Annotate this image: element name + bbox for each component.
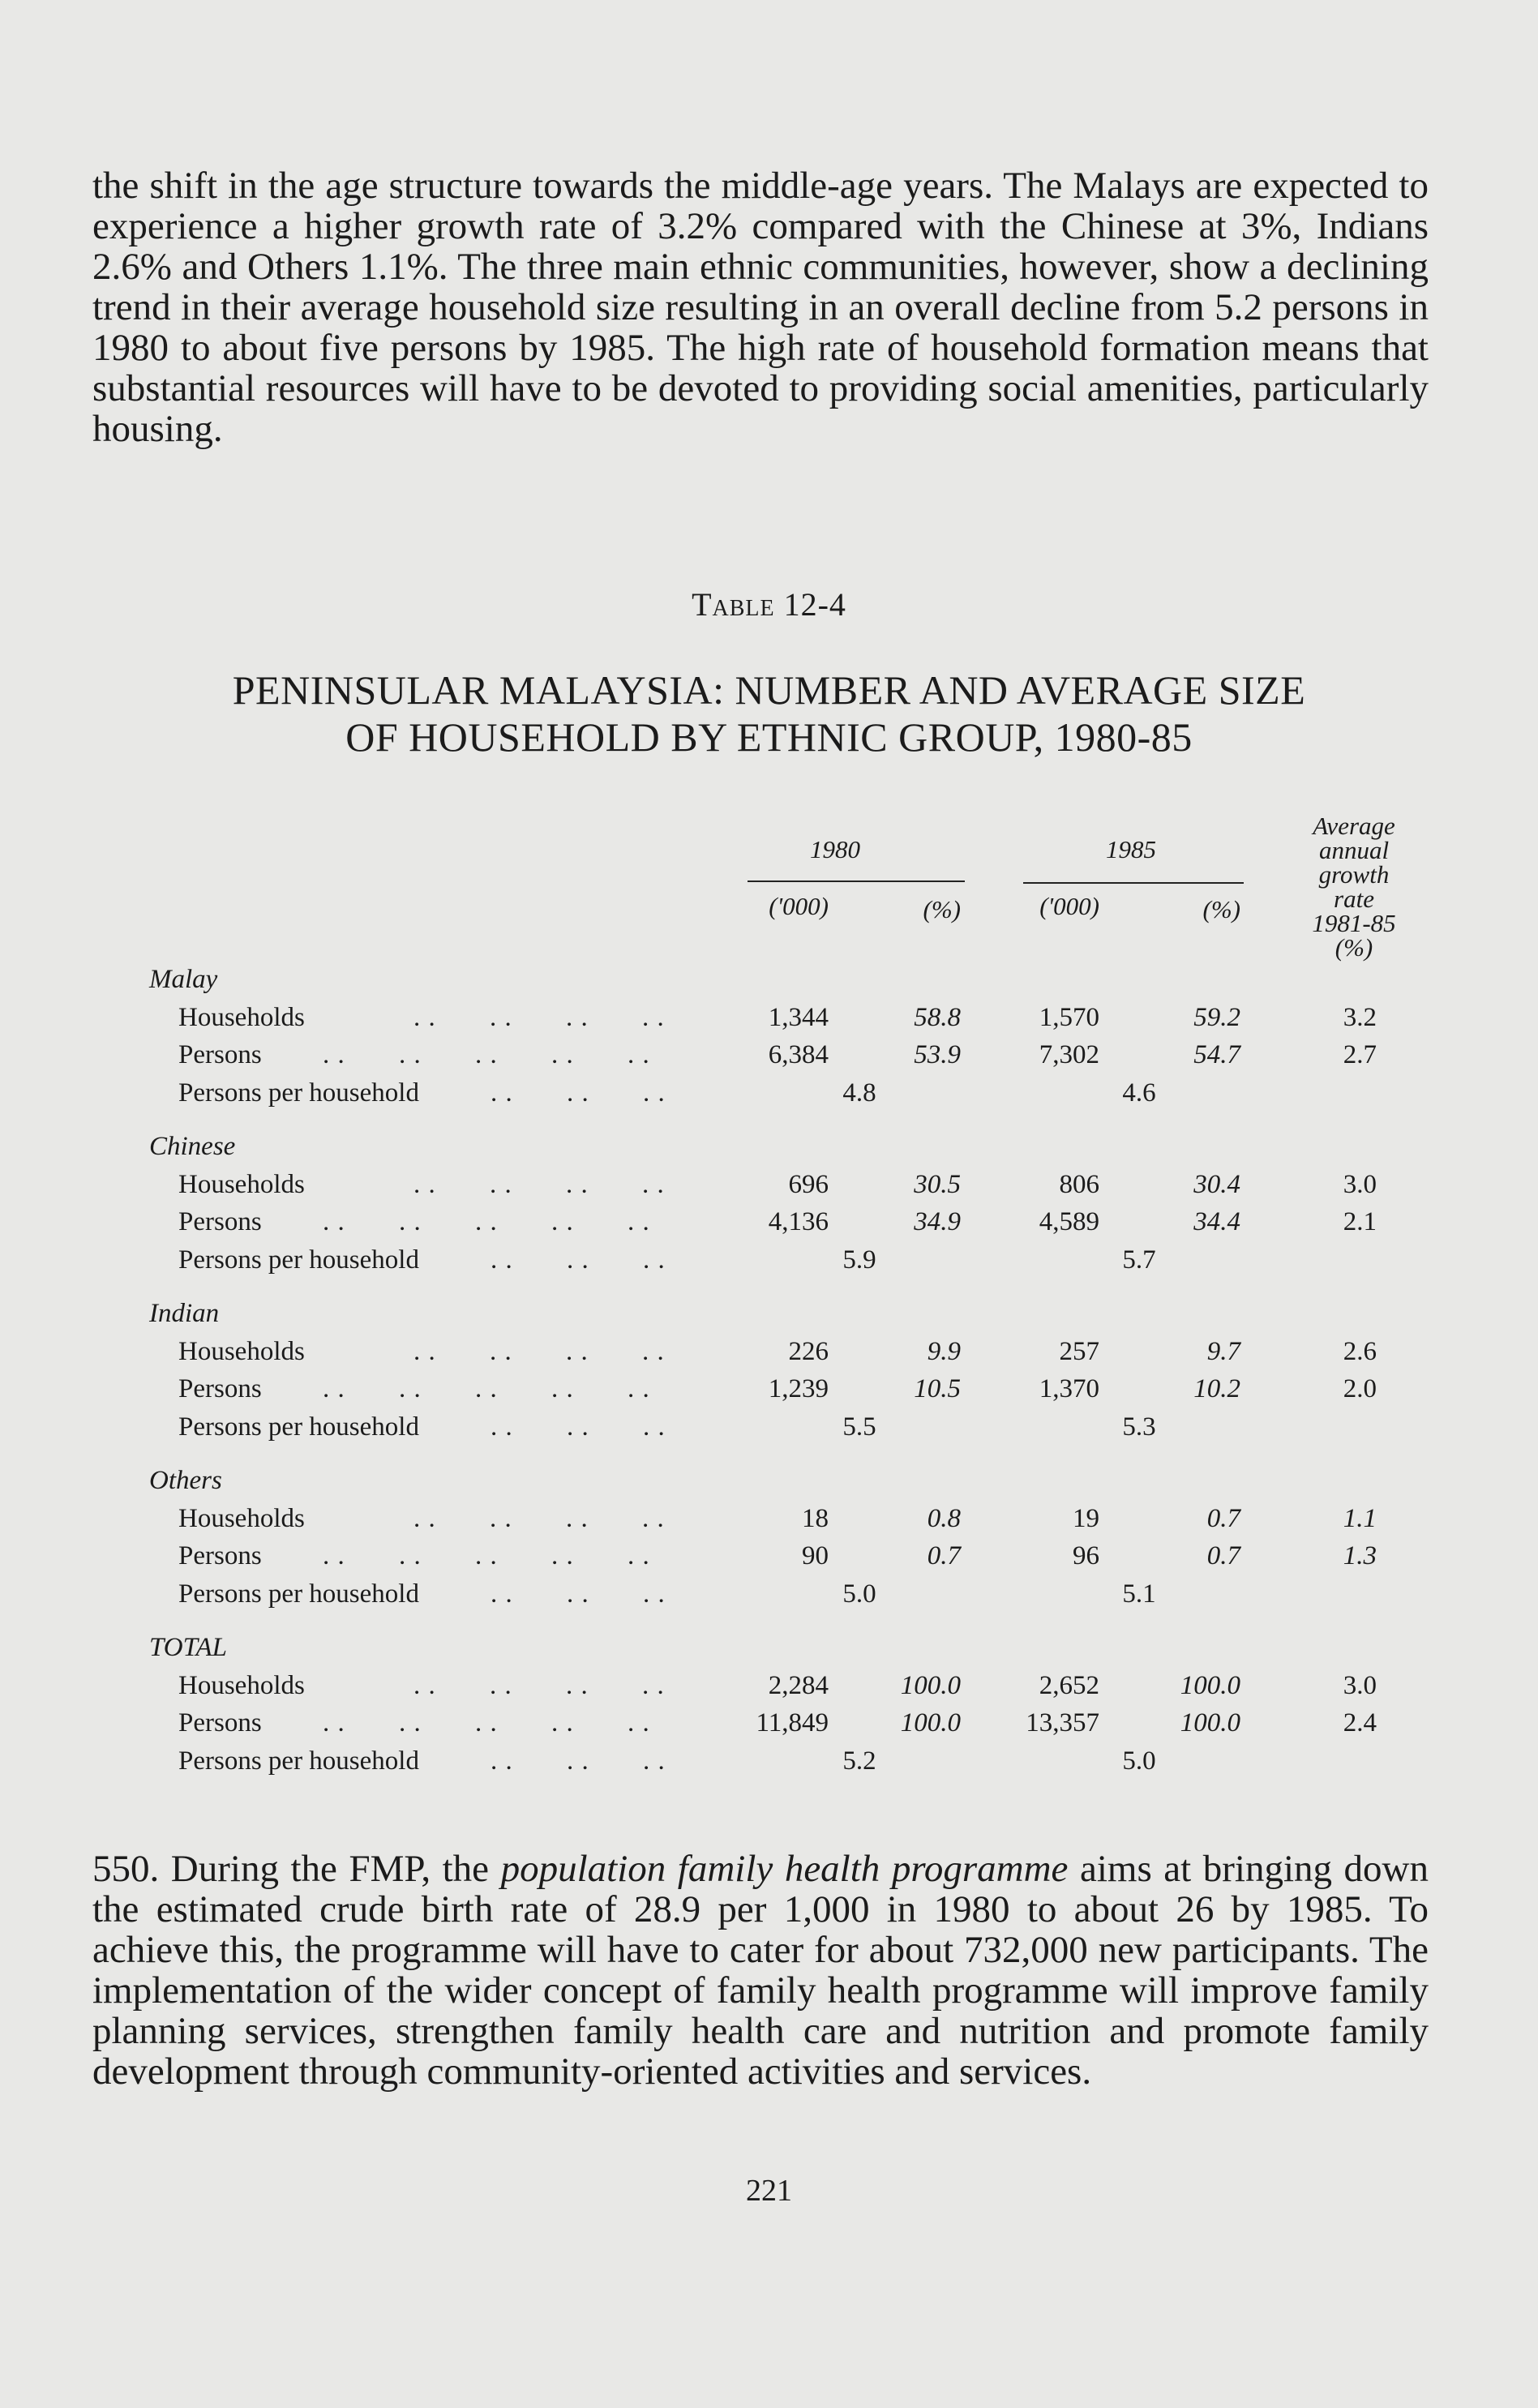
value-1980-thousand: 6,384 bbox=[768, 1040, 829, 1069]
leader-dots: . . bbox=[490, 1169, 512, 1199]
growth-rate: 2.4 bbox=[1343, 1708, 1377, 1737]
value-1980-thousand: 696 bbox=[788, 1169, 829, 1199]
percent-1985: 9.7 bbox=[1206, 1336, 1240, 1366]
paragraph-number: 550. bbox=[92, 1848, 160, 1890]
leader-dots: . . bbox=[551, 1040, 574, 1069]
row-label: Households bbox=[178, 1169, 305, 1199]
persons-per-household-1980: 5.2 bbox=[842, 1746, 876, 1776]
value-1980-thousand: 18 bbox=[802, 1503, 829, 1533]
leader-dots: . . bbox=[643, 1412, 666, 1442]
leader-dots: . . bbox=[413, 1670, 436, 1700]
growth-rate: 3.0 bbox=[1343, 1169, 1377, 1199]
row-label-persons-per-household: Persons per household bbox=[178, 1412, 419, 1442]
page-number: 221 bbox=[746, 2174, 792, 2208]
percent-1985: 10.2 bbox=[1193, 1374, 1240, 1403]
header-percent-1980: (%) bbox=[923, 895, 961, 923]
leader-dots: . . bbox=[551, 1541, 574, 1570]
value-1980-thousand: 90 bbox=[802, 1541, 829, 1570]
leader-dots: . . bbox=[642, 1002, 665, 1032]
paragraph-text: the shift in the age structure towards the middle-age years. The Malays are expected to experience a higher growth rate of 3.2% compared with the Chinese at 3%, Indians 2.6% and Others 1.1%. The three main ethnic communities, however, show a declining trend in their average household size resulting in an overall decline from 5.2 persons in 1980 to about five persons by 1985. The high rate of household formation means that substantial resources will have to be devoted to providing social amenities, particularly housing. bbox=[92, 165, 1429, 450]
leader-dots: . . bbox=[399, 1374, 422, 1403]
growth-rate: 2.7 bbox=[1343, 1040, 1377, 1069]
leader-dots: . . bbox=[491, 1746, 513, 1776]
leader-dots: . . bbox=[643, 1579, 666, 1609]
row-label-persons-per-household: Persons per household bbox=[178, 1245, 419, 1275]
percent-1980: 34.9 bbox=[914, 1207, 961, 1236]
growth-line: growth bbox=[1318, 860, 1390, 889]
leader-dots: . . bbox=[642, 1670, 665, 1700]
row-label: Households bbox=[178, 1503, 305, 1533]
table-number-text: Table 12-4 bbox=[692, 586, 846, 623]
persons-per-household-1980: 5.5 bbox=[842, 1412, 876, 1442]
leader-dots: . . bbox=[566, 1002, 589, 1032]
header-growth-rate bbox=[1273, 814, 1435, 960]
leader-dots: . . bbox=[567, 1746, 589, 1776]
leader-dots: . . bbox=[413, 1503, 436, 1533]
header-thousand-1985: ('000) bbox=[1039, 892, 1099, 920]
leader-dots: . . bbox=[475, 1207, 498, 1236]
leader-dots: . . bbox=[413, 1002, 436, 1032]
persons-per-household-1985: 5.0 bbox=[1122, 1746, 1156, 1776]
leader-dots: . . bbox=[491, 1078, 513, 1108]
header-percent-1985: (%) bbox=[1202, 895, 1240, 923]
leader-dots: . . bbox=[491, 1412, 513, 1442]
row-label: Households bbox=[178, 1002, 305, 1032]
growth-line: 1981-85 bbox=[1312, 909, 1396, 937]
percent-1980: 58.8 bbox=[914, 1002, 961, 1032]
percent-1985: 30.4 bbox=[1193, 1169, 1240, 1199]
header-year-1980: 1980 bbox=[810, 835, 860, 863]
growth-rate: 2.1 bbox=[1343, 1207, 1377, 1236]
growth-line: (%) bbox=[1335, 933, 1373, 962]
row-label: Households bbox=[178, 1670, 305, 1700]
row-label-persons-per-household: Persons per household bbox=[178, 1078, 419, 1108]
leader-dots: . . bbox=[399, 1541, 422, 1570]
percent-1985: 54.7 bbox=[1193, 1040, 1240, 1069]
value-1980-thousand: 2,284 bbox=[768, 1670, 829, 1700]
growth-line: annual bbox=[1318, 836, 1390, 864]
ethnic-group-label: Chinese bbox=[149, 1132, 236, 1161]
leader-dots: . . bbox=[551, 1374, 574, 1403]
leader-dots: . . bbox=[628, 1040, 650, 1069]
percent-1980: 0.7 bbox=[927, 1541, 961, 1570]
leader-dots: . . bbox=[399, 1207, 422, 1236]
intro-paragraph bbox=[92, 165, 1429, 449]
leader-dots: . . bbox=[567, 1412, 589, 1442]
row-label: Persons bbox=[178, 1708, 262, 1737]
leader-dots: . . bbox=[642, 1503, 665, 1533]
leader-dots: . . bbox=[490, 1002, 512, 1032]
ethnic-group-label: Others bbox=[149, 1466, 222, 1495]
percent-1985: 59.2 bbox=[1193, 1002, 1240, 1032]
leader-dots: . . bbox=[643, 1078, 666, 1108]
leader-dots: . . bbox=[551, 1708, 574, 1737]
percent-1980: 30.5 bbox=[914, 1169, 961, 1199]
leader-dots: . . bbox=[643, 1245, 666, 1275]
leader-dots: . . bbox=[567, 1078, 589, 1108]
leader-dots: . . bbox=[628, 1374, 650, 1403]
ethnic-group-label: Indian bbox=[149, 1299, 220, 1328]
leader-dots: . . bbox=[567, 1579, 589, 1609]
header-year-1985: 1985 bbox=[1106, 835, 1156, 863]
leader-dots: . . bbox=[490, 1503, 512, 1533]
leader-dots: . . bbox=[642, 1169, 665, 1199]
value-1985-thousand: 19 bbox=[1073, 1503, 1099, 1533]
leader-dots: . . bbox=[642, 1336, 665, 1366]
leader-dots: . . bbox=[551, 1207, 574, 1236]
value-1985-thousand: 13,357 bbox=[1026, 1708, 1099, 1737]
leader-dots: . . bbox=[323, 1541, 345, 1570]
leader-dots: . . bbox=[490, 1336, 512, 1366]
growth-rate: 1.3 bbox=[1343, 1541, 1377, 1570]
persons-per-household-1980: 4.8 bbox=[842, 1078, 876, 1108]
leader-dots: . . bbox=[566, 1503, 589, 1533]
growth-line: Average bbox=[1313, 812, 1395, 840]
row-label: Persons bbox=[178, 1207, 262, 1236]
header-thousand-1980: ('000) bbox=[769, 892, 829, 920]
leader-dots: . . bbox=[323, 1040, 345, 1069]
persons-per-household-1985: 5.7 bbox=[1122, 1245, 1156, 1275]
table-title-line-1: PENINSULAR MALAYSIA: NUMBER AND AVERAGE SIZE bbox=[232, 667, 1306, 713]
row-label: Persons bbox=[178, 1040, 262, 1069]
percent-1980: 100.0 bbox=[900, 1708, 961, 1737]
leader-dots: . . bbox=[413, 1169, 436, 1199]
percent-1980: 0.8 bbox=[927, 1503, 961, 1533]
leader-dots: . . bbox=[323, 1374, 345, 1403]
leader-dots: . . bbox=[399, 1708, 422, 1737]
growth-line: rate bbox=[1334, 885, 1374, 913]
percent-1980: 10.5 bbox=[914, 1374, 961, 1403]
value-1985-thousand: 806 bbox=[1059, 1169, 1099, 1199]
leader-dots: . . bbox=[566, 1336, 589, 1366]
paragraph-text-after: aims at bringing down the estimated crude birth rate of 28.9 per 1,000 in 1980 to about 26 by 1985. To achieve this, the programme will have to cater for about 732,000 new participants. The implementation of the wider concept of family health programme will improve family planning services, strengthen family health care and nutrition and promote family development through community-oriented activities and services. bbox=[92, 1848, 1429, 2093]
row-label: Households bbox=[178, 1336, 305, 1366]
percent-1980: 9.9 bbox=[927, 1336, 961, 1366]
leader-dots: . . bbox=[475, 1374, 498, 1403]
leader-dots: . . bbox=[566, 1670, 589, 1700]
programme-name: population family health programme bbox=[500, 1848, 1069, 1890]
percent-1980: 100.0 bbox=[900, 1670, 961, 1700]
persons-per-household-1980: 5.0 bbox=[842, 1579, 876, 1609]
paragraph-text-before: During the FMP, the bbox=[170, 1848, 490, 1890]
leader-dots: . . bbox=[475, 1541, 498, 1570]
value-1985-thousand: 4,589 bbox=[1039, 1207, 1099, 1236]
leader-dots: . . bbox=[475, 1708, 498, 1737]
leader-dots: . . bbox=[643, 1746, 666, 1776]
row-label: Persons bbox=[178, 1374, 262, 1403]
table-title-line-2: OF HOUSEHOLD BY ETHNIC GROUP, 1980-85 bbox=[345, 714, 1193, 760]
leader-dots: . . bbox=[566, 1169, 589, 1199]
leader-dots: . . bbox=[323, 1207, 345, 1236]
value-1985-thousand: 257 bbox=[1059, 1336, 1099, 1366]
value-1985-thousand: 2,652 bbox=[1039, 1670, 1099, 1700]
paragraph-550 bbox=[92, 1849, 1429, 2092]
percent-1985: 0.7 bbox=[1206, 1541, 1240, 1570]
row-label: Persons bbox=[178, 1541, 262, 1570]
ethnic-group-label: TOTAL bbox=[149, 1633, 228, 1662]
value-1980-thousand: 4,136 bbox=[768, 1207, 829, 1236]
percent-1980: 53.9 bbox=[914, 1040, 961, 1069]
value-1985-thousand: 1,370 bbox=[1039, 1374, 1099, 1403]
leader-dots: . . bbox=[628, 1207, 650, 1236]
header-rule-1985 bbox=[1023, 882, 1244, 884]
growth-rate: 3.2 bbox=[1343, 1002, 1377, 1032]
table-number bbox=[0, 585, 1538, 623]
header-rule-1980 bbox=[748, 881, 965, 882]
value-1985-thousand: 7,302 bbox=[1039, 1040, 1099, 1069]
leader-dots: . . bbox=[491, 1245, 513, 1275]
growth-rate: 1.1 bbox=[1343, 1503, 1377, 1533]
percent-1985: 100.0 bbox=[1180, 1670, 1240, 1700]
value-1980-thousand: 1,239 bbox=[768, 1374, 829, 1403]
persons-per-household-1980: 5.9 bbox=[842, 1245, 876, 1275]
leader-dots: . . bbox=[323, 1708, 345, 1737]
leader-dots: . . bbox=[491, 1579, 513, 1609]
leader-dots: . . bbox=[413, 1336, 436, 1366]
persons-per-household-1985: 5.3 bbox=[1122, 1412, 1156, 1442]
growth-rate: 2.0 bbox=[1343, 1374, 1377, 1403]
row-label-persons-per-household: Persons per household bbox=[178, 1746, 419, 1776]
growth-rate: 3.0 bbox=[1343, 1670, 1377, 1700]
leader-dots: . . bbox=[628, 1708, 650, 1737]
percent-1985: 0.7 bbox=[1206, 1503, 1240, 1533]
value-1980-thousand: 226 bbox=[788, 1336, 829, 1366]
ethnic-group-label: Malay bbox=[149, 965, 218, 994]
value-1985-thousand: 1,570 bbox=[1039, 1002, 1099, 1032]
leader-dots: . . bbox=[628, 1541, 650, 1570]
growth-rate: 2.6 bbox=[1343, 1336, 1377, 1366]
leader-dots: . . bbox=[567, 1245, 589, 1275]
row-label-persons-per-household: Persons per household bbox=[178, 1579, 419, 1609]
persons-per-household-1985: 5.1 bbox=[1122, 1579, 1156, 1609]
leader-dots: . . bbox=[399, 1040, 422, 1069]
leader-dots: . . bbox=[490, 1670, 512, 1700]
value-1980-thousand: 11,849 bbox=[756, 1708, 829, 1737]
persons-per-household-1985: 4.6 bbox=[1122, 1078, 1156, 1108]
value-1985-thousand: 96 bbox=[1073, 1541, 1099, 1570]
value-1980-thousand: 1,344 bbox=[768, 1002, 829, 1032]
leader-dots: . . bbox=[475, 1040, 498, 1069]
percent-1985: 100.0 bbox=[1180, 1708, 1240, 1737]
percent-1985: 34.4 bbox=[1193, 1207, 1240, 1236]
